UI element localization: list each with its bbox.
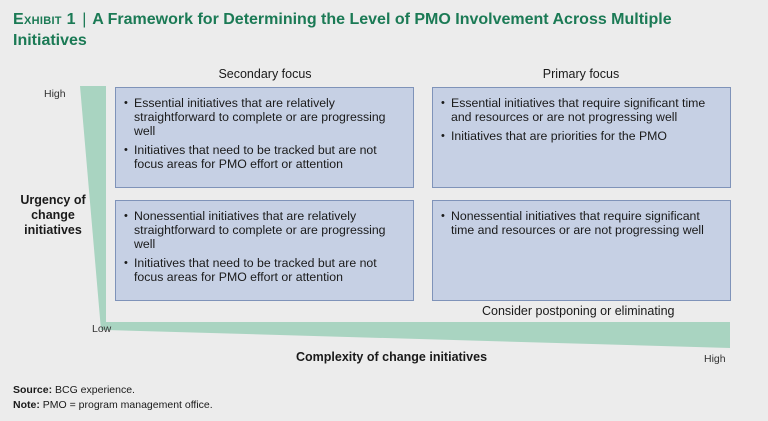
quadrant-bullet: • Initiatives that need to be tracked but are not focus areas for PMO effort or attention [124, 143, 403, 171]
secondary-focus-label: Secondary focus [218, 67, 312, 81]
x-axis-high-label: High [704, 353, 726, 365]
quadrant-top-left [115, 87, 414, 188]
exhibit-number: Exhibit 1 [13, 11, 76, 28]
source-note [13, 384, 135, 396]
quadrant-bullet: • Initiatives that need to be tracked but are not focus areas for PMO effort or attention [124, 256, 403, 284]
definition-note [13, 399, 213, 411]
quadrant-bottom-right [432, 200, 731, 301]
quadrant-bullet: • Essential initiatives that are relatively straightforward to complete or are progressing well [124, 96, 403, 138]
title-text: A Framework for Determining the Level of PMO Involvement Across Multiple Initiatives [13, 11, 672, 49]
quadrant-bullet: • Nonessential initiatives that are relatively straightforward to complete or are progressing well [124, 209, 403, 251]
note-label: Note: [13, 399, 40, 411]
quadrant-top-right [432, 87, 731, 188]
quadrant-bottom-left [115, 200, 414, 301]
primary-focus-label: Primary focus [542, 67, 620, 81]
y-axis-low-label: Low [92, 323, 112, 335]
x-axis-title: Complexity of change initiatives [296, 350, 488, 364]
y-axis-high-label: High [44, 88, 66, 100]
complexity-wedge [106, 322, 730, 348]
quadrant-bullet: • Initiatives that are priorities for the PMO [441, 129, 720, 143]
consider-postponing-caption: Consider postponing or eliminating [482, 304, 675, 318]
quadrant-bullet: • Essential initiatives that require significant time and resources or are not progressing well [441, 96, 720, 124]
title-separator: | [82, 11, 87, 28]
quadrant-bullet: • Nonessential initiatives that require significant time and resources or are not progressing well [441, 209, 720, 237]
note-text: PMO = program management office. [39, 399, 213, 411]
source-label: Source: [13, 384, 53, 396]
source-text: BCG experience. [52, 384, 135, 396]
y-axis-title: Urgency of change initiatives [20, 193, 86, 237]
